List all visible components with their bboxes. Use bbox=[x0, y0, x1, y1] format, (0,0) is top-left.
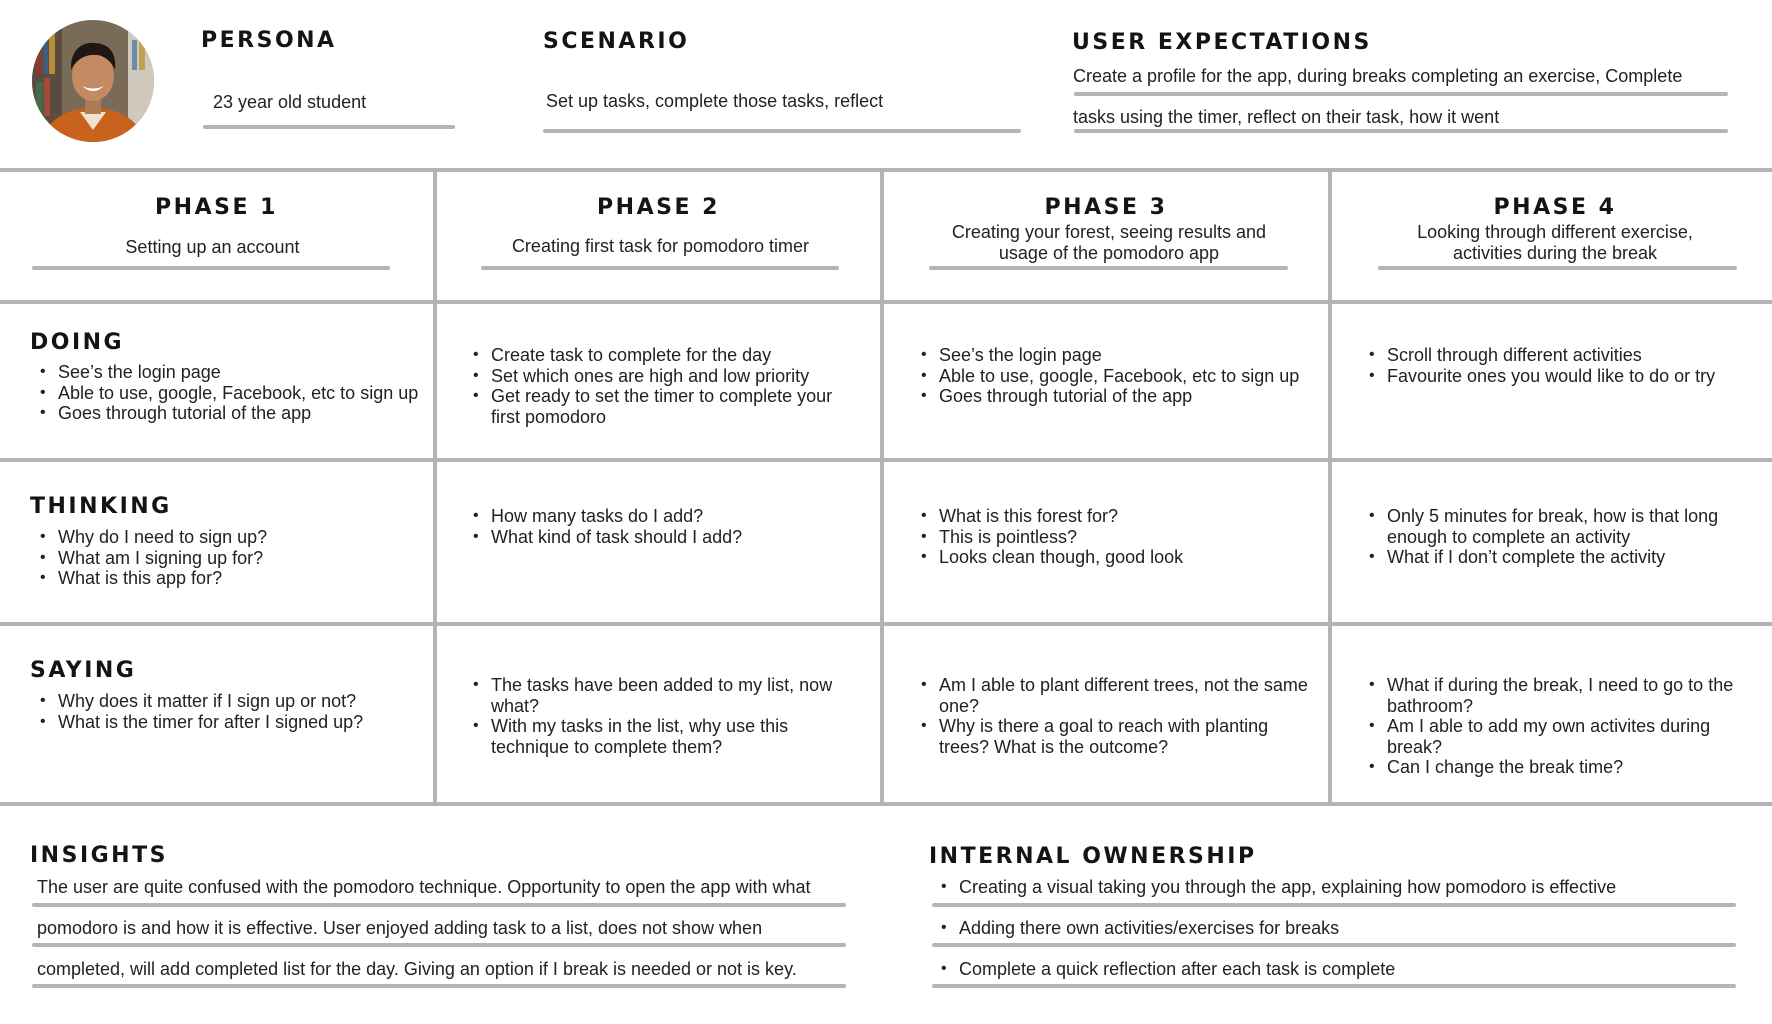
grid-line-phase bbox=[0, 300, 1772, 304]
grid-col-1 bbox=[433, 168, 437, 806]
expectations-underline-1 bbox=[1074, 92, 1728, 96]
saying-phase-1-list bbox=[30, 691, 430, 732]
phase-3-underline bbox=[929, 266, 1288, 270]
list-item: • Looks clean though, good look bbox=[911, 547, 1321, 568]
phase-1-subtitle: Setting up an account bbox=[125, 237, 300, 257]
thinking-phase-1-list bbox=[30, 527, 430, 589]
thinking-phase-4-list bbox=[1359, 506, 1739, 568]
insights-underline-3 bbox=[32, 984, 846, 988]
list-item: • Create task to complete for the day bbox=[463, 345, 863, 366]
list-item: • Creating a visual taking you through the app, explaining how pomodoro is effective bbox=[931, 877, 1751, 918]
insights-underline-2 bbox=[32, 943, 846, 947]
expectations-title: USER EXPECTATIONS bbox=[1072, 30, 1372, 55]
phase-1-underline bbox=[32, 266, 390, 270]
thinking-phase-3-list bbox=[911, 506, 1321, 568]
saying-phase-4-list bbox=[1359, 675, 1754, 778]
persona-underline bbox=[203, 125, 455, 129]
phase-1-title: PHASE 1 bbox=[155, 195, 278, 220]
doing-phase-4-list bbox=[1359, 345, 1769, 386]
list-item: • Am I able to add my own activites during break? bbox=[1359, 716, 1754, 757]
grid-col-3 bbox=[1328, 168, 1332, 806]
list-item: • Able to use, google, Facebook, etc to sign up bbox=[30, 383, 430, 404]
doing-phase-1-list bbox=[30, 362, 430, 424]
list-item: • Set which ones are high and low priority bbox=[463, 366, 863, 387]
ownership-underline-1 bbox=[932, 903, 1736, 907]
list-item: • Complete a quick reflection after each task is complete bbox=[931, 959, 1751, 1000]
phase-3-title: PHASE 3 bbox=[1044, 195, 1168, 220]
persona-avatar bbox=[32, 20, 154, 142]
insights-line-1: The user are quite confused with the pomodoro technique. Opportunity to open the app with what bbox=[37, 877, 811, 897]
doing-phase-2-list bbox=[463, 345, 863, 427]
phase-4-underline bbox=[1378, 266, 1737, 270]
row-label-thinking: THINKING bbox=[30, 494, 172, 519]
grid-line-thinking bbox=[0, 622, 1772, 626]
ownership-underline-3 bbox=[932, 984, 1736, 988]
ownership-title: INTERNAL OWNERSHIP bbox=[929, 844, 1257, 869]
list-item: • Why does it matter if I sign up or not? bbox=[30, 691, 430, 712]
list-item: • What kind of task should I add? bbox=[463, 527, 863, 548]
list-item: • What if I don’t complete the activity bbox=[1359, 547, 1739, 568]
list-item: • What if during the break, I need to go to the bathroom? bbox=[1359, 675, 1754, 716]
phase-2-subtitle: Creating first task for pomodoro timer bbox=[511, 236, 810, 256]
expectations-line-2: tasks using the timer, reflect on their task, how it went bbox=[1073, 107, 1500, 127]
list-item: • Goes through tutorial of the app bbox=[30, 403, 430, 424]
persona-value: 23 year old student bbox=[213, 92, 367, 112]
list-item: • Can I change the break time? bbox=[1359, 757, 1754, 778]
list-item: • Only 5 minutes for break, how is that long enough to complete an activity bbox=[1359, 506, 1739, 547]
phase-2-underline bbox=[481, 266, 839, 270]
list-item: • Goes through tutorial of the app bbox=[911, 386, 1321, 407]
list-item: • Why is there a goal to reach with planting trees? What is the outcome? bbox=[911, 716, 1311, 757]
list-item: • See’s the login page bbox=[30, 362, 430, 383]
insights-underline-1 bbox=[32, 903, 846, 907]
doing-phase-3-list bbox=[911, 345, 1321, 407]
saying-phase-2-list bbox=[463, 675, 863, 757]
ownership-list bbox=[931, 877, 1751, 1000]
phase-2-title: PHASE 2 bbox=[597, 195, 720, 220]
list-item: • The tasks have been added to my list, now what? bbox=[463, 675, 863, 716]
row-label-doing: DOING bbox=[30, 330, 125, 355]
list-item: • What is the timer for after I signed up? bbox=[30, 712, 430, 733]
insights-title: INSIGHTS bbox=[30, 843, 168, 868]
grid-line-doing bbox=[0, 458, 1772, 462]
list-item: • What is this forest for? bbox=[911, 506, 1321, 527]
list-item: • Scroll through different activities bbox=[1359, 345, 1769, 366]
list-item: • Am I able to plant different trees, not the same one? bbox=[911, 675, 1311, 716]
list-item: • Adding there own activities/exercises for breaks bbox=[931, 918, 1751, 959]
persona-title: PERSONA bbox=[201, 28, 337, 53]
grid-line-saying bbox=[0, 802, 1772, 806]
row-label-saying: SAYING bbox=[30, 658, 137, 683]
expectations-line-1: Create a profile for the app, during breaks completing an exercise, Complete bbox=[1073, 66, 1683, 86]
scenario-value: Set up tasks, complete those tasks, reflect bbox=[546, 91, 884, 111]
ownership-underline-2 bbox=[932, 943, 1736, 947]
grid-line-top bbox=[0, 168, 1772, 172]
list-item: • See’s the login page bbox=[911, 345, 1321, 366]
list-item: • How many tasks do I add? bbox=[463, 506, 863, 527]
phase-3-subtitle: Creating your forest, seeing results and usage of the pomodoro app bbox=[951, 222, 1267, 263]
scenario-underline bbox=[543, 129, 1021, 133]
scenario-title: SCENARIO bbox=[543, 29, 690, 54]
insights-line-2: pomodoro is and how it is effective. User enjoyed adding task to a list, does not show when bbox=[37, 918, 763, 938]
insights-line-3: completed, will add completed list for the day. Giving an option if I break is needed or not is key. bbox=[37, 959, 797, 979]
list-item: • This is pointless? bbox=[911, 527, 1321, 548]
list-item: • Why do I need to sign up? bbox=[30, 527, 430, 548]
list-item: • Get ready to set the timer to complete your first pomodoro bbox=[463, 386, 863, 427]
list-item: • Favourite ones you would like to do or try bbox=[1359, 366, 1769, 387]
list-item: • What am I signing up for? bbox=[30, 548, 430, 569]
phase-4-title: PHASE 4 bbox=[1493, 195, 1617, 220]
phase-4-subtitle: Looking through different exercise, activities during the break bbox=[1417, 222, 1693, 263]
list-item: • Able to use, google, Facebook, etc to sign up bbox=[911, 366, 1321, 387]
expectations-underline-2 bbox=[1074, 129, 1728, 133]
grid-col-2 bbox=[880, 168, 884, 806]
thinking-phase-2-list bbox=[463, 506, 863, 547]
list-item: • What is this app for? bbox=[30, 568, 430, 589]
saying-phase-3-list bbox=[911, 675, 1311, 757]
list-item: • With my tasks in the list, why use this technique to complete them? bbox=[463, 716, 863, 757]
